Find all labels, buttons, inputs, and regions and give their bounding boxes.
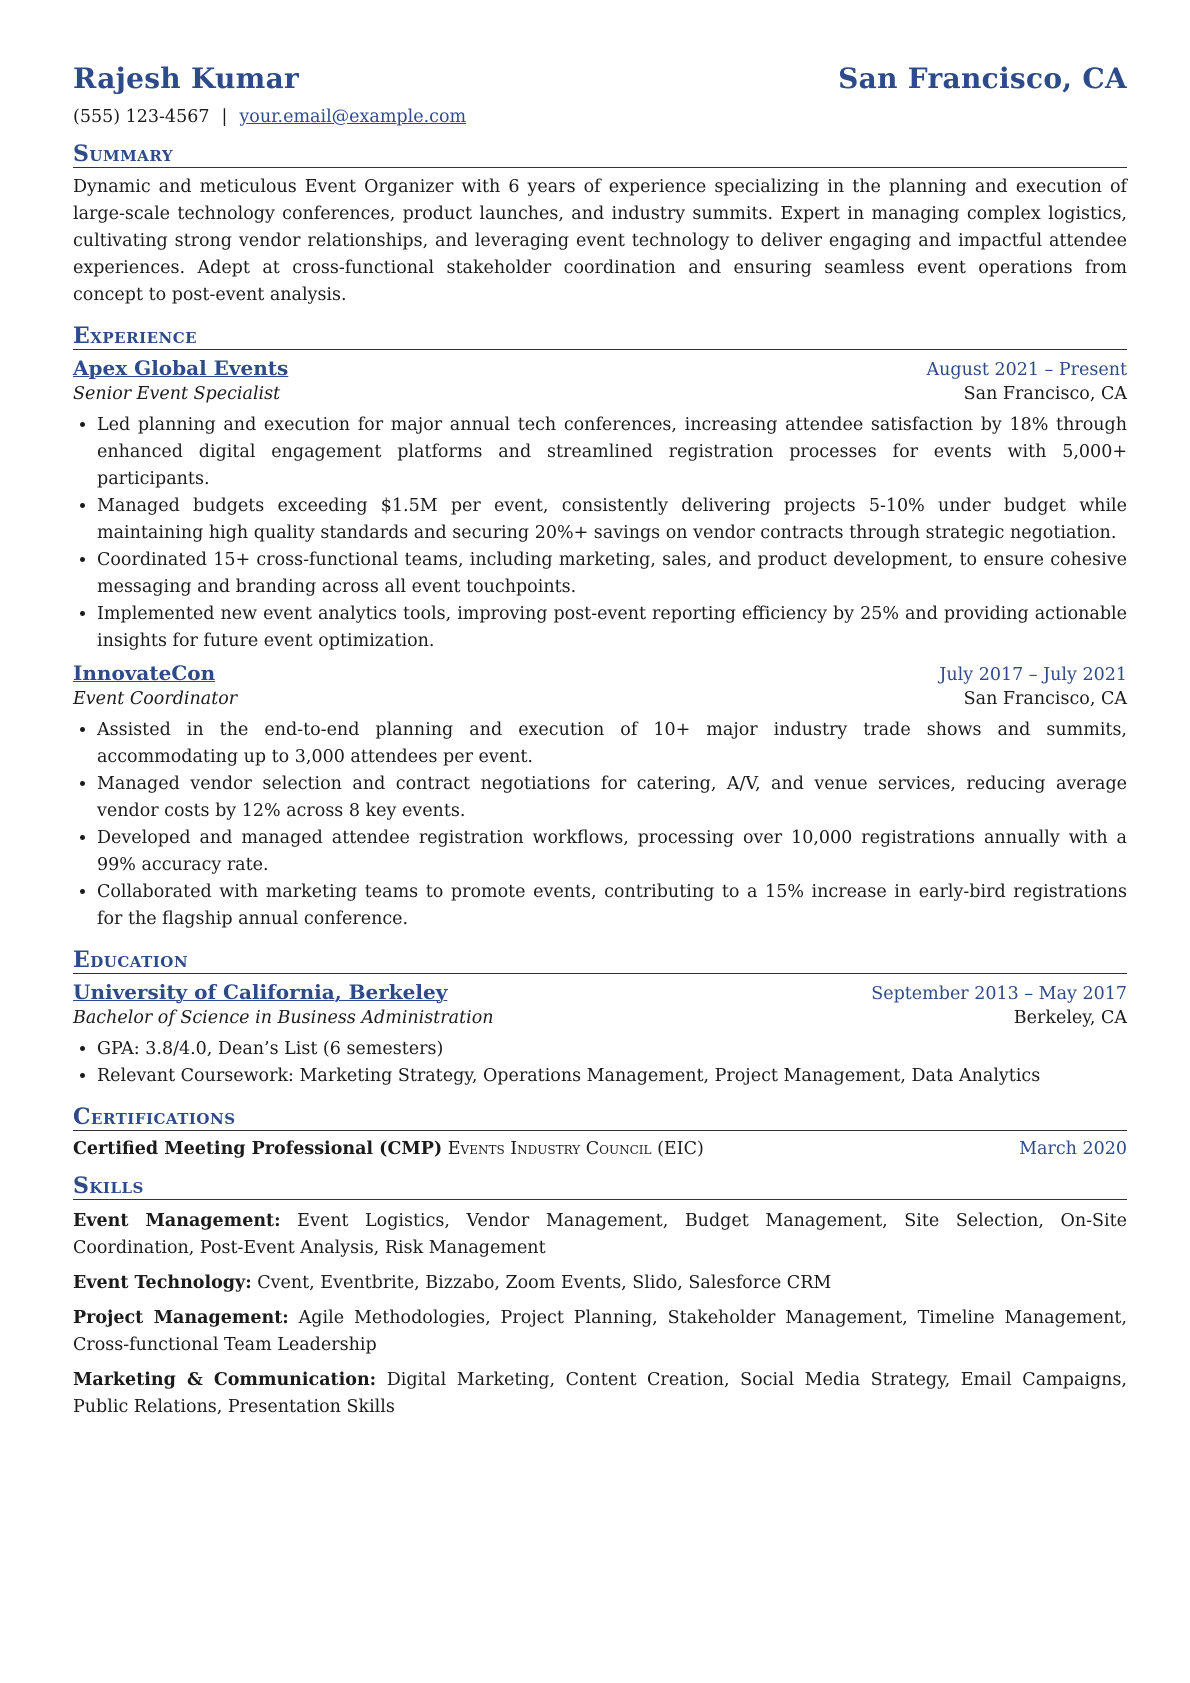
job-bullet: • Led planning and execution for major annual tech conferences, increasing attendee satisfaction by 18% through enhanced digital engagement platforms and streamlined registration processes for events with 5,000+ participants. bbox=[97, 412, 1127, 493]
header-location: San Francisco, CA bbox=[838, 62, 1127, 95]
employer-link[interactable]: InnovateCon bbox=[73, 661, 216, 685]
skill-group bbox=[73, 1367, 1127, 1421]
skill-group bbox=[73, 1305, 1127, 1359]
job-location: San Francisco, CA bbox=[963, 384, 1127, 404]
candidate-name: Rajesh Kumar bbox=[73, 62, 300, 95]
resume-content bbox=[73, 62, 1127, 1421]
job-entry bbox=[73, 661, 1127, 933]
certification-text bbox=[73, 1139, 704, 1159]
skill-group bbox=[73, 1208, 1127, 1262]
job-dates: August 2021 – Present bbox=[926, 360, 1127, 380]
section-title-summary: Summary bbox=[73, 141, 1127, 168]
job-bullet: • Developed and managed attendee registration workflows, processing over 10,000 registrations annually with a 99% accuracy rate. bbox=[97, 825, 1127, 879]
skill-items: Digital Marketing, Content Creation, Social Media Strategy, Email Campaigns, Public Relations, Presentation Skills bbox=[73, 1370, 1127, 1417]
job-role: Event Coordinator bbox=[73, 689, 238, 709]
education-dates: September 2013 – May 2017 bbox=[871, 984, 1127, 1004]
skill-label: Event Technology: bbox=[73, 1273, 252, 1293]
skill-items: Event Logistics, Vendor Management, Budget Management, Site Selection, On-Site Coordination, Post-Event Analysis, Risk Management bbox=[73, 1211, 1127, 1258]
education-header bbox=[73, 980, 1127, 1004]
section-title-education: Education bbox=[73, 947, 1127, 974]
job-location: San Francisco, CA bbox=[963, 689, 1127, 709]
phone-number: (555) 123-4567 bbox=[73, 107, 210, 127]
job-bullet: • Assisted in the end-to-end planning and execution of 10+ major industry trade shows and summits, accommodating up to 3,000 attendees per event. bbox=[97, 717, 1127, 771]
skill-group bbox=[73, 1270, 1127, 1297]
section-title-experience: Experience bbox=[73, 323, 1127, 350]
job-subheader bbox=[73, 384, 1127, 404]
degree: Bachelor of Science in Business Administration bbox=[73, 1008, 494, 1028]
contact-separator: | bbox=[221, 107, 228, 127]
job-bullet: • Coordinated 15+ cross-functional teams, including marketing, sales, and product development, to ensure cohesive messaging and branding across all event touchpoints. bbox=[97, 547, 1127, 601]
job-subheader bbox=[73, 689, 1127, 709]
certification-entry bbox=[73, 1139, 1127, 1159]
skill-items: Cvent, Eventbrite, Bizzabo, Zoom Events, Slido, Salesforce CRM bbox=[257, 1273, 832, 1293]
school-link[interactable]: University of California, Berkeley bbox=[73, 980, 448, 1004]
section-title-certifications: Certifications bbox=[73, 1104, 1127, 1131]
employer-link[interactable]: Apex Global Events bbox=[73, 356, 289, 380]
job-header bbox=[73, 661, 1127, 685]
skill-items: Agile Methodologies, Project Planning, Stakeholder Management, Timeline Management, Cross-functional Team Leadership bbox=[73, 1308, 1127, 1355]
education-bullet: • GPA: 3.8/4.0, Dean’s List (6 semesters) bbox=[97, 1036, 1127, 1063]
education-subheader bbox=[73, 1008, 1127, 1028]
job-bullet: • Collaborated with marketing teams to promote events, contributing to a 15% increase in early-bird registrations for the flagship annual conference. bbox=[97, 879, 1127, 933]
section-title-skills: Skills bbox=[73, 1173, 1127, 1200]
job-header bbox=[73, 356, 1127, 380]
education-bullet: • Relevant Coursework: Marketing Strategy, Operations Management, Project Management, Data Analytics bbox=[97, 1063, 1127, 1090]
job-dates: July 2017 – July 2021 bbox=[939, 665, 1127, 685]
certification-date: March 2020 bbox=[1019, 1139, 1127, 1159]
job-bullets bbox=[73, 717, 1127, 933]
job-role: Senior Event Specialist bbox=[73, 384, 281, 404]
job-bullet: • Managed budgets exceeding $1.5M per event, consistently delivering projects 5-10% under budget while maintaining high quality standards and securing 20%+ savings on vendor contracts through strategic negotiation. bbox=[97, 493, 1127, 547]
education-bullets bbox=[73, 1036, 1127, 1090]
job-bullet: • Managed vendor selection and contract negotiations for catering, A/V, and venue services, reducing average vendor costs by 12% across 8 key events. bbox=[97, 771, 1127, 825]
job-bullets bbox=[73, 412, 1127, 655]
education-entry bbox=[73, 980, 1127, 1090]
skill-label: Project Management: bbox=[73, 1308, 289, 1328]
skill-label: Event Management: bbox=[73, 1211, 281, 1231]
header-row bbox=[73, 62, 1127, 95]
education-location: Berkeley, CA bbox=[1013, 1008, 1127, 1028]
skill-label: Marketing & Communication: bbox=[73, 1370, 377, 1390]
job-entry bbox=[73, 356, 1127, 655]
certification-issuer: Events Industry Council (EIC) bbox=[447, 1139, 704, 1159]
job-bullet: • Implemented new event analytics tools, improving post-event reporting efficiency by 25% and providing actionable insights for future event optimization. bbox=[97, 601, 1127, 655]
email-link[interactable]: your.email@example.com bbox=[239, 107, 467, 127]
certification-name: Certified Meeting Professional (CMP) bbox=[73, 1139, 443, 1159]
summary-text: Dynamic and meticulous Event Organizer with 6 years of experience specializing in the planning and execution of large-scale technology conferences, product launches, and industry summits. Expert in managing complex logistics, cultivating strong vendor relationships, and leveraging event technology to deliver engaging and impactful attendee experiences. Adept at cross-functional stakeholder coordination and ensuring seamless event operations from concept to post-event analysis. bbox=[73, 177, 1127, 305]
contact-line bbox=[73, 107, 1127, 127]
